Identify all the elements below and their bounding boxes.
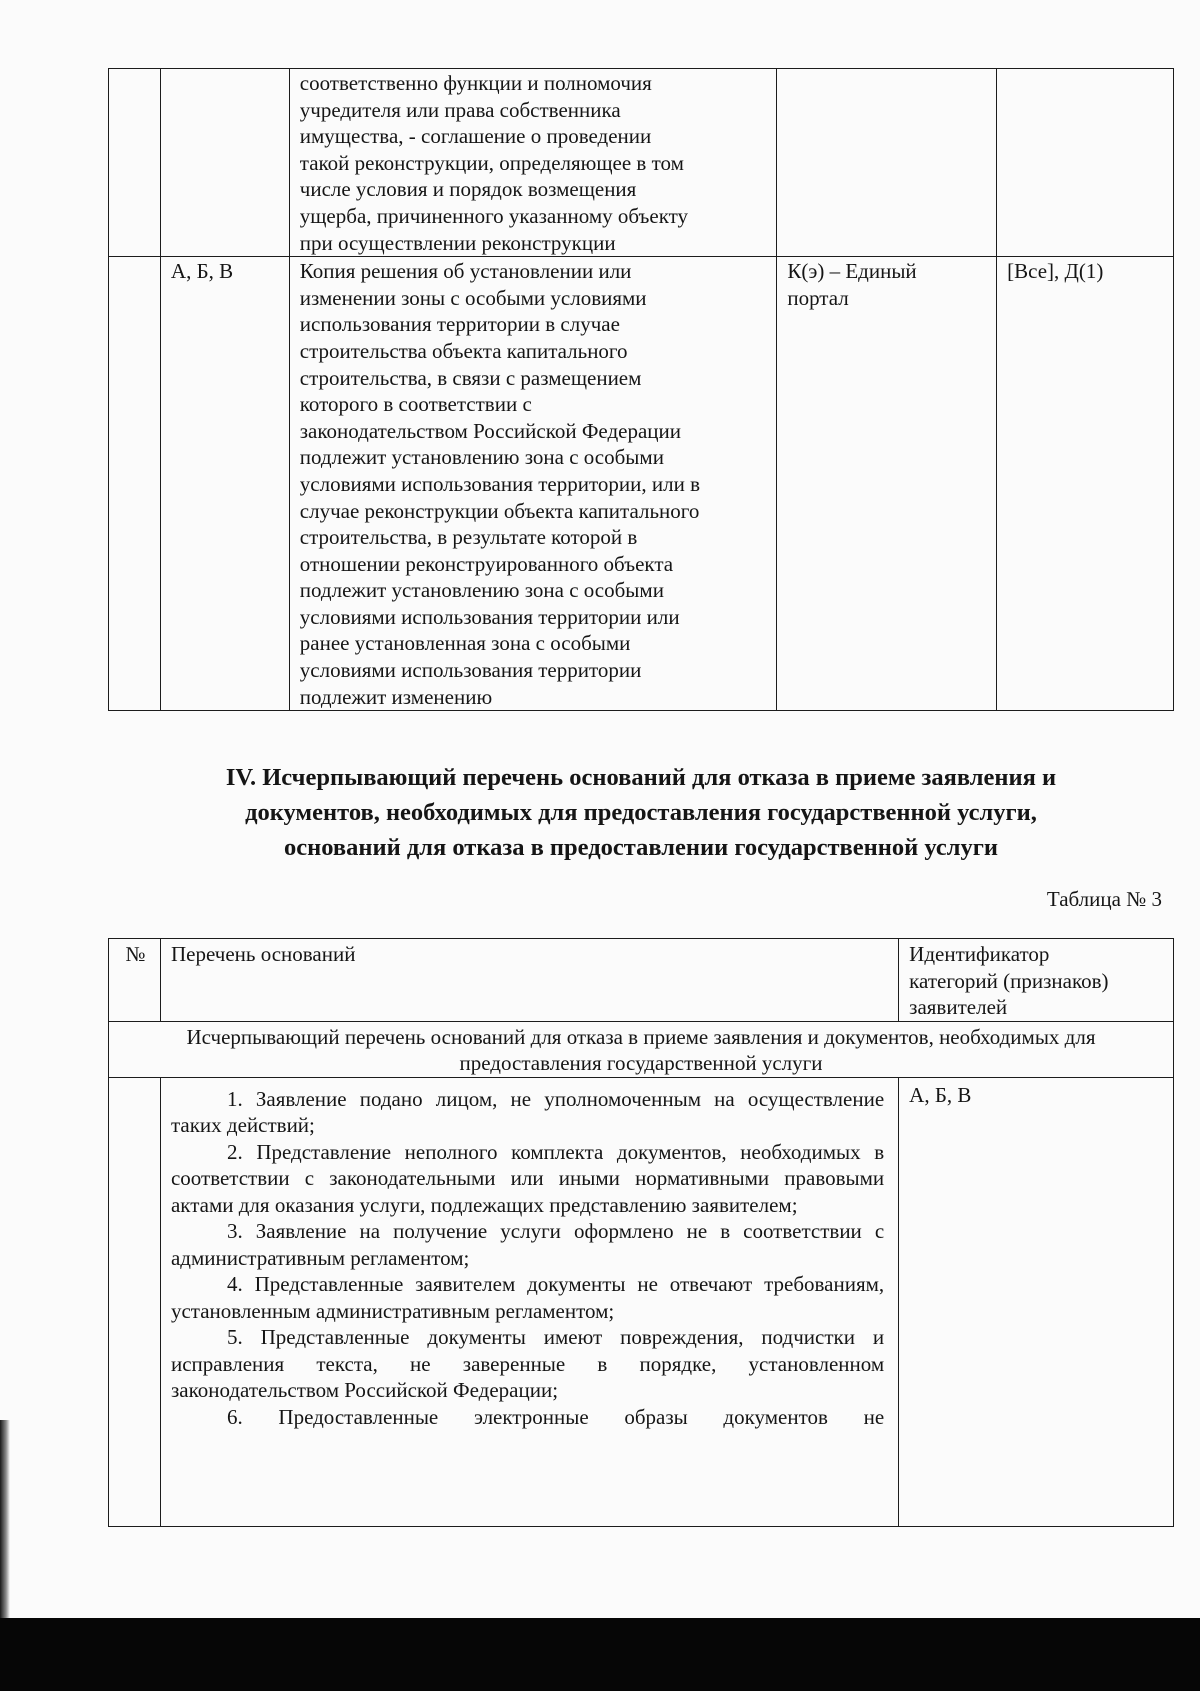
table-row <box>109 1077 1174 1526</box>
section-row-title: Исчерпывающий перечень оснований для отказа в приеме заявления и документов, необходимых для предоставления государственной услуги <box>109 1021 1174 1077</box>
reason-item: 4. Представленные заявителем документы не отвечают требованиям, установленным административным регламентом; <box>170 1272 885 1323</box>
result-cell: [Все], Д(1) <box>997 257 1174 711</box>
channel-cell <box>777 69 997 257</box>
section-heading <box>108 760 1174 865</box>
row-number-cell <box>109 257 161 711</box>
category-cell: А, Б, В <box>160 257 289 711</box>
refusal-grounds-table <box>108 938 1174 1527</box>
table-row <box>109 257 1174 711</box>
category-cell <box>160 69 289 257</box>
table-header-row <box>109 939 1174 1022</box>
result-cell <box>997 69 1174 257</box>
reason-item: 2. Представление неполного комплекта документов, необходимых в соответствии с законодательными или иными нормативными правовыми актами для оказания услуги, подлежащих представлению заявителем; <box>170 1139 885 1217</box>
reason-item: 3. Заявление на получение услуги оформлено не в соответствии с административным регламентом; <box>170 1219 885 1270</box>
heading-line: документов, необходимых для предоставления государственной услуги, <box>245 799 1037 826</box>
document-description-cell: Копия решения об установлении или изменении зоны с особыми условиями использования территории в случае строительства объекта капитального строительства, в связи с размещением которого в соответствии с законодательством Российской Федерации подлежит установлению зона с особыми условиями использования территории, или в случае реконструкции объекта капитального строительства, в результате которой в отношении реконструированного объекта подлежит установлению зона с особыми условиями использования территории или ранее установленная зона с особыми условиями использования территории подлежит изменению <box>289 257 777 711</box>
category-cell: А, Б, В <box>899 1077 1174 1526</box>
document-description-cell: соответственно функции и полномочия учредителя или права собственника имущества, - соглашение о проведении такой реконструкции, определяющее в том числе условия и порядок возмещения ущерба, причиненного указанному объекту при осуществлении реконструкции <box>289 69 777 257</box>
reason-item: 1. Заявление подано лицом, не уполномоченным на осуществление таких действий; <box>170 1086 885 1137</box>
column-header-reasons: Перечень оснований <box>160 939 898 1022</box>
column-header-number: № <box>109 939 161 1022</box>
scan-edge-shadow <box>0 1420 10 1620</box>
documents-table <box>108 68 1174 711</box>
reason-item: 5. Представленные документы имеют повреждения, подчистки и исправления текста, не заверенные в порядке, установленном законодательством Российской Федерации; <box>170 1325 885 1402</box>
row-number-cell <box>109 69 161 257</box>
channel-cell: К(э) – Единый портал <box>777 257 997 711</box>
reasons-cell <box>160 1077 898 1526</box>
column-header-identifier: Идентификатор категорий (признаков) заявителей <box>899 939 1174 1022</box>
scan-bottom-border <box>0 1618 1200 1691</box>
table-caption: Таблица № 3 <box>1046 887 1162 911</box>
heading-line: IV. Исчерпывающий перечень оснований для отказа в приеме заявления и <box>225 764 1057 791</box>
reason-item: 6. Предоставленные электронные образы документов не <box>226 1404 885 1429</box>
table-section-row <box>109 1021 1174 1077</box>
row-number-cell <box>109 1077 161 1526</box>
table-row <box>109 69 1174 257</box>
heading-line: оснований для отказа в предоставлении государственной услуги <box>284 834 998 861</box>
